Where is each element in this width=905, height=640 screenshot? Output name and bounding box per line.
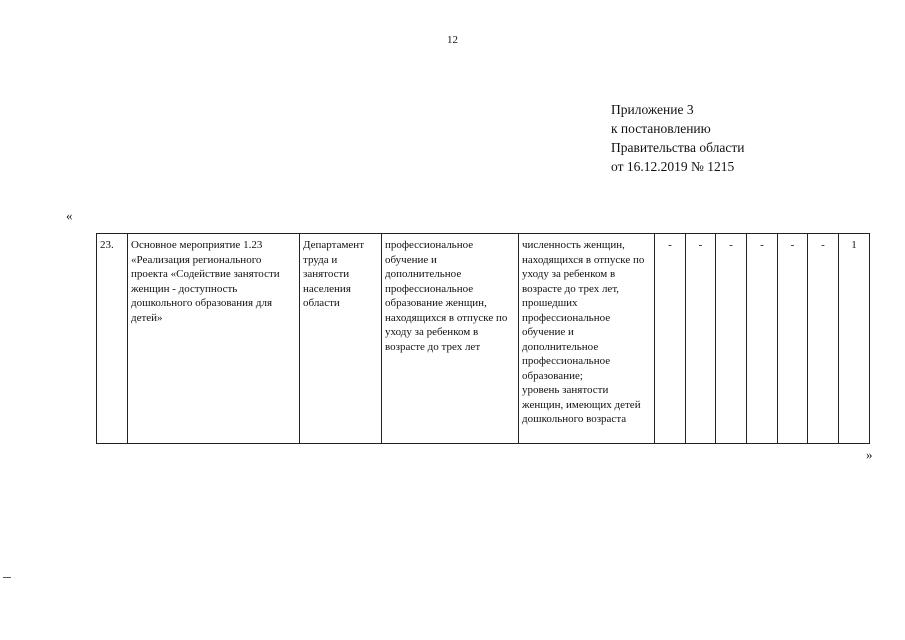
margin-mark xyxy=(3,577,11,578)
objective-cell: профессиональное обучение и дополнительное профессиональное образование женщин, находящихся в отпуске по уходу за ребенком в возрасте до трех лет xyxy=(382,234,519,444)
measure-name-cell: Основное мероприятие 1.23 «Реализация регионального проекта «Содействие занятости женщин - доступность дошкольного образования для детей» xyxy=(128,234,300,444)
value-cell: - xyxy=(655,234,686,444)
value-cell: 1 xyxy=(839,234,870,444)
table-row xyxy=(97,234,870,444)
executor-cell: Департамент труда и занятости населения области xyxy=(300,234,382,444)
appendix-line: от 16.12.2019 № 1215 xyxy=(611,159,735,174)
value-cell: - xyxy=(778,234,808,444)
indicator-cell xyxy=(519,234,655,444)
opening-quote: « xyxy=(66,208,73,223)
value-cell: - xyxy=(808,234,839,444)
row-number-cell: 23. xyxy=(97,234,128,444)
page-number: 12 xyxy=(447,34,458,46)
measures-table xyxy=(96,233,870,444)
appendix-line: Приложение 3 xyxy=(611,102,694,117)
indicator-text: численность женщин, находящихся в отпуске по уходу за ребенком в возрасте до трех лет, прошедших профессиональное обучение и дополнительное профессиональное образование; xyxy=(522,239,645,382)
value-cell: - xyxy=(747,234,778,444)
indicator-text: уровень занятости женщин, имеющих детей дошкольного возраста xyxy=(522,384,641,425)
appendix-line: к постановлению xyxy=(611,121,711,136)
value-cell: - xyxy=(716,234,747,444)
appendix-line: Правительства области xyxy=(611,140,745,155)
value-cell: - xyxy=(686,234,716,444)
appendix-heading xyxy=(611,100,744,176)
closing-quote: » xyxy=(866,447,873,462)
